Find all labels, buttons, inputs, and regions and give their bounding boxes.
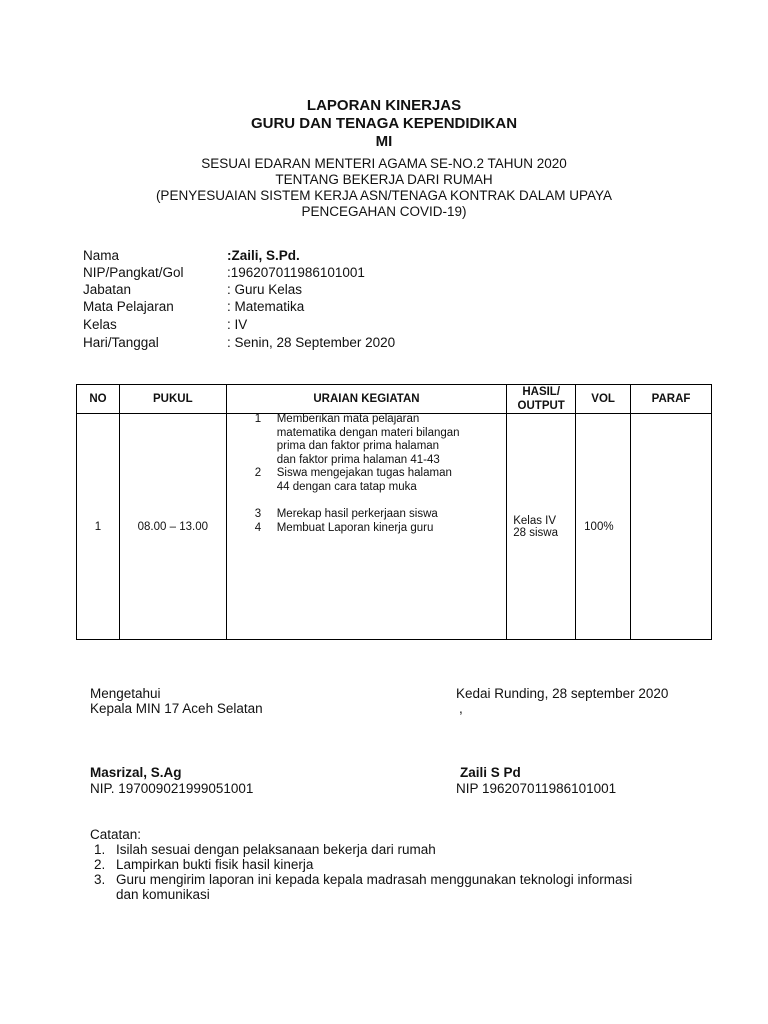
nama-value: :Zaili, S.Pd. <box>227 248 300 263</box>
report-title-line2: GURU DAN TENAGA KEPENDIDIKAN <box>250 115 518 132</box>
note-text-continued: dan komunikasi <box>116 887 210 902</box>
place-date-comma: , <box>459 701 463 716</box>
note-text: Isilah sesuai dengan pelaksanaan bekerja dari rumah <box>116 842 436 857</box>
jabatan-value: : Guru Kelas <box>227 282 303 297</box>
table-header-row <box>77 385 712 414</box>
mengetahui-label: Mengetahui <box>90 686 161 701</box>
hasil-line1: Kelas IV <box>513 514 557 527</box>
item-number: 3 <box>254 508 262 520</box>
hari-value: : Senin, 28 September 2020 <box>227 335 396 350</box>
subtitle-line4: PENCEGAHAN COVID-19) <box>301 204 467 219</box>
report-title-line3: MI <box>375 133 393 150</box>
nama-label: Nama <box>83 248 120 263</box>
row-vol: 100% <box>584 520 614 533</box>
header-hasil-line1: HASIL/ <box>522 386 561 398</box>
item-line: Memberikan mata pelajaran <box>276 413 420 425</box>
header-uraian: URAIAN KEGIATAN <box>226 385 507 414</box>
item-line: Merekap hasil perkerjaan siswa <box>276 508 438 520</box>
cell-vol <box>576 414 631 640</box>
item-number: 2 <box>254 467 262 479</box>
right-signer-nip: NIP 196207011986101001 <box>456 781 617 796</box>
header-no: NO <box>77 385 120 414</box>
activity-list <box>253 413 503 535</box>
header-pukul: PUKUL <box>119 385 226 414</box>
note-number: 2. <box>94 857 106 872</box>
row-no: 1 <box>94 520 102 533</box>
row-pukul: 08.00 – 13.00 <box>137 520 208 533</box>
kelas-value: : IV <box>227 317 248 332</box>
left-signer-nip: NIP. 197009021999051001 <box>90 781 254 796</box>
hasil-line2: 28 siswa <box>513 526 558 539</box>
notes-title: Catatan: <box>90 827 142 842</box>
list-item <box>90 872 632 902</box>
mapel-value: : Matematika <box>227 299 305 314</box>
note-text: Guru mengirim laporan ini kepada kepala madrasah menggunakan teknologi informasi <box>116 872 633 887</box>
item-line: Membuat Laporan kinerja guru <box>276 521 434 534</box>
cell-uraian <box>226 414 507 640</box>
list-item <box>253 508 503 522</box>
item-line: 44 dengan cara tatap muka <box>276 480 417 493</box>
header-vol: VOL <box>576 385 631 414</box>
notes-section <box>90 827 632 902</box>
subtitle-line3: (PENYESUAIAN SISTEM KERJA ASN/TENAGA KONTRAK DALAM UPAYA <box>155 188 613 203</box>
list-item <box>253 522 503 536</box>
list-item <box>90 857 632 872</box>
header-hasil-line2: OUTPUT <box>517 400 565 412</box>
header-hasil <box>507 385 576 414</box>
kepala-label: Kepala MIN 17 Aceh Selatan <box>90 701 263 716</box>
subtitle-line2: TENTANG BEKERJA DARI RUMAH <box>275 172 493 187</box>
cell-hasil <box>507 414 576 640</box>
nip-label: NIP/Pangkat/Gol <box>83 265 184 280</box>
note-number: 1. <box>94 842 106 857</box>
list-item <box>253 467 503 494</box>
item-line: prima dan faktor prima halaman <box>276 440 440 452</box>
kelas-label: Kelas <box>83 317 117 332</box>
list-item <box>90 842 632 857</box>
item-line: dan faktor prima halaman 41-43 <box>276 453 440 466</box>
place-date: Kedai Runding, 28 september 2020 <box>456 686 669 701</box>
cell-pukul <box>119 414 226 640</box>
note-number: 3. <box>94 872 106 887</box>
activity-table <box>76 384 712 640</box>
report-title: LAPORAN KINERJAS <box>306 97 462 114</box>
right-signer-name: Zaili S Pd <box>460 765 521 780</box>
item-line: Siswa mengejakan tugas halaman <box>276 467 452 479</box>
item-line: matematika dengan materi bilangan <box>276 426 460 439</box>
left-signer-name: Masrizal, S.Ag <box>90 765 182 780</box>
table-row <box>77 414 712 640</box>
jabatan-label: Jabatan <box>83 282 132 297</box>
hari-label: Hari/Tanggal <box>83 335 159 350</box>
list-item <box>253 413 503 467</box>
header-paraf: PARAF <box>631 385 712 414</box>
item-number: 4 <box>254 521 262 534</box>
note-text: Lampirkan bukti fisik hasil kinerja <box>116 857 314 872</box>
mapel-label: Mata Pelajaran <box>83 299 174 314</box>
subtitle-line1: SESUAI EDARAN MENTERI AGAMA SE-NO.2 TAHUN 2020 <box>201 156 567 171</box>
nip-value: :196207011986101001 <box>227 265 365 280</box>
item-number: 1 <box>254 413 262 425</box>
cell-paraf <box>631 414 712 640</box>
cell-no <box>77 414 120 640</box>
